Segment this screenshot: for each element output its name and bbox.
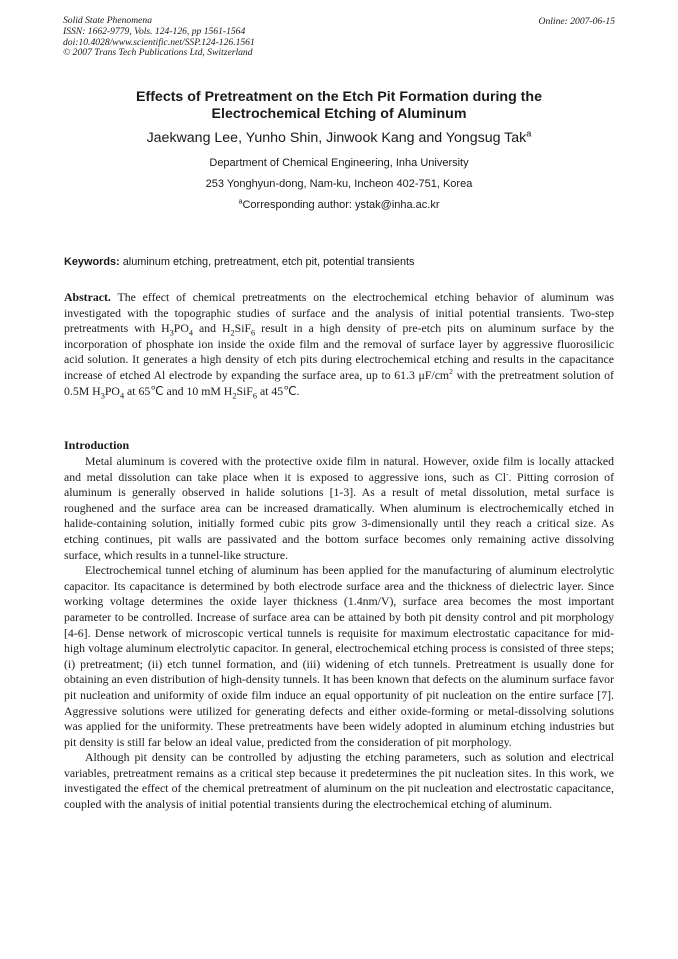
corresponding-author: [0, 199, 678, 211]
paper-title: [0, 89, 678, 123]
abstract-text: and H: [193, 321, 231, 336]
introduction-body: [64, 454, 614, 813]
affiliation-address: 253 Yonghyun-dong, Nam-ku, Incheon 402-751, Korea: [205, 178, 473, 190]
author-list: [0, 130, 678, 146]
abstract-text: SiF: [236, 383, 253, 398]
abstract-sup: 2: [449, 367, 453, 377]
title-line-1: Effects of Pretreatment on the Etch Pit Formation during the: [136, 89, 542, 105]
intro-paragraph-3: Although pit density can be controlled by adjusting the etching parameters, such as solution and electrical variables, pretreatment remains as a critical step because it predetermines the pit nucleation sites. In this work, we investigated the effect of the chemical pretreatment of aluminum on the pit nucleation and electrostatic capacitance, coupled with the analysis of initial potential transients during the electrochemical etching of aluminum.: [64, 750, 614, 812]
abstract-text: PO: [173, 321, 189, 336]
author-names: Jaekwang Lee, Yunho Shin, Jinwook Kang and Yongsug Tak: [146, 130, 527, 146]
issn-line: ISSN: 1662-9779, Vols. 124-126, pp 1561-1564: [63, 25, 246, 37]
intro-paragraph-2: Electrochemical tunnel etching of aluminum has been applied for the manufacturing of aluminum electrolytic capacitor. Its capacitance is determined by both electrode surface area and the thickness of dielectric layer. Since working voltage determines the oxide layer thickness (1.4nm/V), surface area becomes the most important parameter to be controlled. Increase of surface area can be attained by both pit density control and pit morphology [4-6]. Dense network of microscopic vertical tunnels is requisite for maximum electrostatic capacitance for mid-high voltage aluminum electrolytic capacitor. In general, electrochemical etching process is consisted of three steps; (i) pretreatment; (ii) etch tunnel formation, and (iii) widening of etch tunnels. Pretreatment is usually done for obtaining an even distribution of high-density tunnels. It has been known that defects on the aluminum surface favor pit nucleation and uniformity of oxide film induce an equal opportunity of pit nucleation on the entire surface [7]. Aggressive solutions were utilized for generating defects and either oxide-forming or metal-dissolving solutions was applied for the uniformity. These pretreatments have been widely adopted in aluminum etching industries but pit density is still far below an ideal value, predicted from the consideration of pit morphology.: [64, 563, 614, 749]
abstract-sub: 6: [251, 328, 256, 338]
author-superscript: a: [526, 128, 532, 139]
intro-p1-text: Metal aluminum is covered with the protective oxide film in natural. However, oxide film is locally attacked and metal dissolution can take place when it is exposed to aggressive ions, such as Cl: [64, 454, 614, 484]
introduction-heading: Introduction: [64, 438, 130, 452]
intro-paragraph-1: [64, 454, 614, 563]
copyright-line: © 2007 Trans Tech Publications Ltd, Switzerland: [63, 47, 253, 59]
chloride-superscript: -: [505, 468, 509, 478]
keywords-label: Keywords:: [64, 256, 120, 268]
abstract-text: with the pretreatment solution of 0.5M H: [64, 367, 614, 398]
corresponding-superscript: a: [238, 197, 243, 206]
abstract-sub: 2: [230, 328, 235, 338]
abstract-text: at 65℃ and 10 mM H: [124, 383, 233, 398]
abstract-sub: 4: [188, 328, 193, 338]
keywords-line: [64, 256, 415, 268]
abstract-sub: 2: [232, 390, 237, 400]
abstract-sub: 4: [119, 390, 125, 400]
journal-name: Solid State Phenomena: [63, 15, 152, 26]
abstract-sub: 3: [100, 390, 105, 400]
abstract-text: at 45℃.: [257, 383, 300, 398]
abstract: [64, 290, 614, 399]
abstract-text: The effect of chemical pretreatments on the electrochemical etching behavior of aluminum was investigated with the topographic studies of surface and the analysis of initial potential transients. Two-step pretreatments with H: [64, 290, 614, 336]
online-date: Online: 2007-06-15: [538, 16, 615, 27]
corresponding-text: Corresponding author: ystak@inha.ac.kr: [242, 199, 440, 211]
abstract-sub: 3: [169, 328, 174, 338]
keywords-text: aluminum etching, pretreatment, etch pit, potential transients: [122, 256, 415, 268]
abstract-text: result in a high density of pre-etch pits on aluminum surface by the incorporation of phosphate ion inside the oxide film and the removal of surface layer by aggressive fluorosilicic acid solution. It generates a high density of etch pits during electrochemical etching and results in the capacitance increase of etched Al electrode by expanding the surface area, up to 61.3 μF/cm: [64, 321, 614, 382]
abstract-text: PO: [104, 383, 120, 398]
journal-header: [63, 16, 255, 59]
abstract-text: SiF: [234, 321, 252, 336]
title-line-2: Electrochemical Etching of Aluminum: [211, 106, 467, 122]
intro-p1-text: . Pitting corrosion of aluminum is generally observed in halide solutions [1-3]. As a result of metal dissolution, metal surface is roughened and the surface area can be increased dramatically. When aluminum is electrochemically etched in halide-containing solution, initially formed cubic pits grow 3-dimensionally until they reach a critical size. As etching continues, pit walls are passivated and the bottom surface becomes only remaining active dissolving surface, which results in a tunnel-like structure.: [64, 469, 614, 562]
affiliation-department: Department of Chemical Engineering, Inha University: [209, 157, 469, 169]
doi-line: doi:10.4028/www.scientific.net/SSP.124-126.1561: [63, 36, 255, 48]
abstract-sub: 6: [252, 390, 257, 400]
abstract-label: Abstract.: [64, 290, 111, 304]
